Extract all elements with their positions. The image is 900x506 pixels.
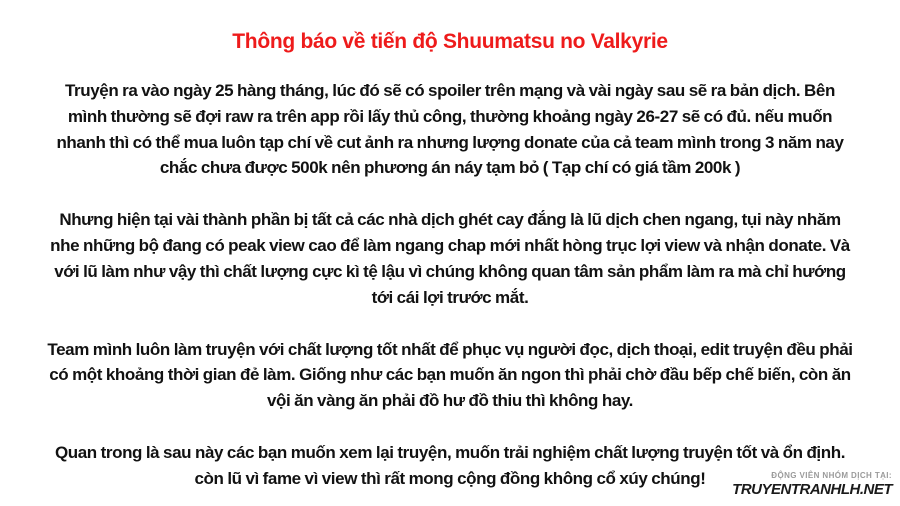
footer-support-label: ĐỘNG VIÊN NHÓM DỊCH TẠI: <box>771 471 892 480</box>
page-title: Thông báo về tiến độ Shuumatsu no Valkyrie <box>232 30 668 53</box>
paragraph-release-schedule: Truyện ra vào ngày 25 hàng tháng, lúc đó sẽ có spoiler trên mạng và vài ngày sau sẽ ra bản dịch. Bên mình thường sẽ đợi raw ra trên app rồi lấy thủ công, thường khoảng ngày 26-27 sẽ có đủ. nếu muốn nhanh thì có thể mua luôn tạp chí về cut ảnh ra nhưng lượng donate của cả team mình trong 3 năm nay chắc chưa được 500k nên phương án náy tạm bỏ ( Tạp chí có giá tầm 200k ) <box>56 81 844 178</box>
paragraph-quality-commitment: Team mình luôn làm truyện với chất lượng tốt nhất để phục vụ người đọc, dịch thoại, edit truyện đều phải có một khoảng thời gian đẻ làm. Giống như các bạn muốn ăn ngon thì phải chờ đầu bếp chế biến, còn ăn vội ăn vàng ăn phải đồ hư đồ thiu thì không hay. <box>47 339 853 411</box>
paragraph-sniping-groups: Nhưng hiện tại vài thành phần bị tất cả các nhà dịch ghét cay đắng là lũ dịch chen ngang, tụi này nhăm nhe những bộ đang có peak view cao để làm ngang chap mới nhất hòng trục lợi view và nhận donate. Và với lũ làm như vậy thì chất lượng cực kì tệ lậu vì chúng không quan tâm sản phẩm làm ra mà chỉ hướng tới cái lợi trước mắt. <box>50 210 850 307</box>
footer-credit <box>732 471 892 498</box>
footer-site-name: TRUYENTRANHLH.NET <box>732 481 892 498</box>
paragraph-closing-request: Quan trong là sau này các bạn muốn xem lại truyện, muốn trải nghiệm chất lượng truyện tốt và ổn định. còn lũ vì fame vì view thì rất mong cộng đồng không cổ xúy chúng! <box>54 443 846 488</box>
announcement-content <box>45 0 855 492</box>
